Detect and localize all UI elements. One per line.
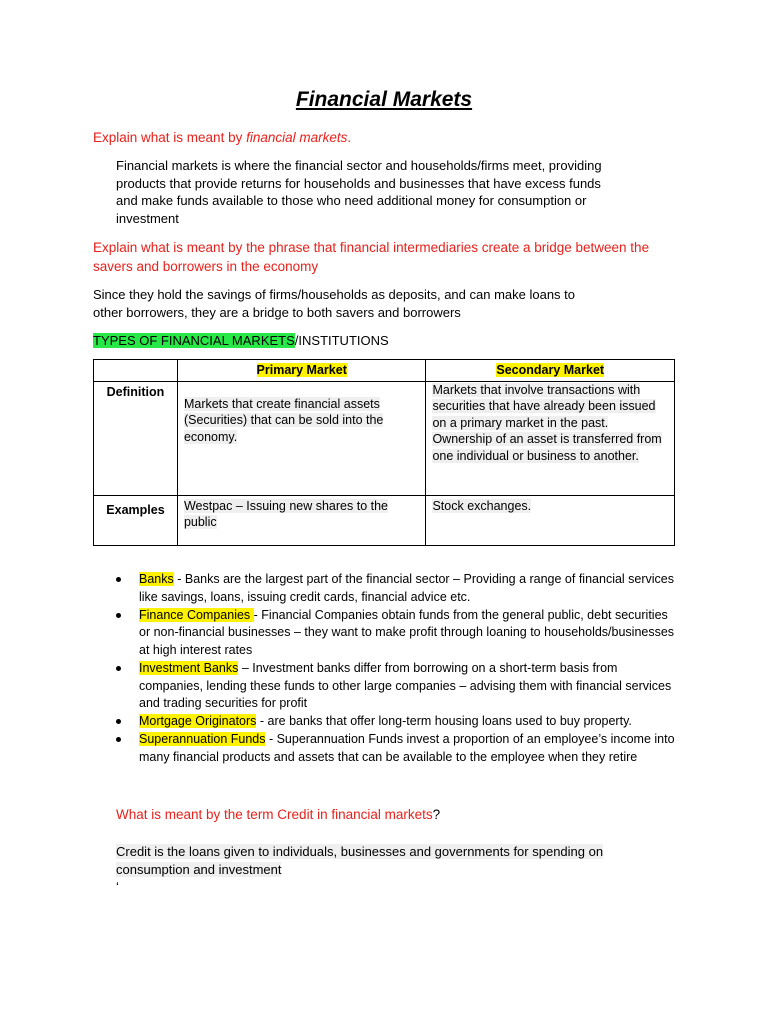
answer-credit: Credit is the loans given to individuals, businesses and governments for spending on consumption and investment	[116, 844, 604, 877]
bullet-icon	[116, 577, 121, 582]
row-label-definition: Definition	[94, 381, 178, 495]
list-item: Banks - Banks are the largest part of the financial sector – Providing a range of financial services like savings, loans, issuing credit cards, financial advice etc.	[116, 571, 676, 606]
stray-quote-mark: ‘	[116, 879, 119, 894]
header-primary-market: Primary Market	[177, 360, 426, 382]
list-item: Investment Banks – Investment banks differ from borrowing on a short-term basis from companies, lending these funds to other large companies – advising them with financial services and trading securities for profit	[116, 660, 676, 713]
page-title: Financial Markets	[295, 88, 473, 111]
bullet-icon	[116, 737, 121, 742]
secondary-definition: Markets that involve transactions with securities that have already been issued on a primary market in the past. Ownership of an asset is transferred from one individual or business to another.	[426, 381, 675, 495]
market-types-table	[93, 359, 675, 546]
question-bridge: Explain what is meant by the phrase that financial intermediaries create a bridge between the savers and borrowers in the economy	[93, 240, 650, 274]
answer-bridge: Since they hold the savings of firms/households as deposits, and can make loans to other borrowers, they are a bridge to both savers and borrowers	[93, 287, 576, 320]
table-row	[94, 495, 675, 545]
institutions-list	[116, 571, 676, 767]
row-label-examples: Examples	[94, 495, 178, 545]
table-header-row	[94, 360, 675, 382]
answer-financial-markets: Financial markets is where the financial sector and households/firms meet, providing products that provide returns for households and businesses that have excess funds and make funds available to those who need additional money for consumption or investment	[116, 158, 602, 226]
bullet-icon	[116, 719, 121, 724]
header-secondary-market: Secondary Market	[426, 360, 675, 382]
types-highlight: TYPES OF FINANCIAL MARKETS	[93, 333, 295, 348]
list-item: Finance Companies - Financial Companies obtain funds from the general public, debt securities or non-financial businesses – they want to make profit through loaning to households/businesses at high interest rates	[116, 607, 676, 660]
bullet-icon	[116, 666, 121, 671]
question-financial-markets: Explain what is meant by financial markets.	[93, 130, 352, 145]
types-heading: TYPES OF FINANCIAL MARKETS/INSTITUTIONS	[93, 333, 389, 348]
question-credit: What is meant by the term Credit in financial markets?	[116, 807, 441, 822]
primary-example: Westpac – Issuing new shares to the public	[177, 495, 426, 545]
list-item: Superannuation Funds - Superannuation Funds invest a proportion of an employee’s income into many financial products and assets that can be available to the employee when they retire	[116, 731, 676, 766]
primary-definition: Markets that create financial assets (Securities) that can be sold into the economy.	[177, 381, 426, 495]
bullet-icon	[116, 613, 121, 618]
question-emphasis: financial markets	[246, 130, 348, 145]
table-corner-cell	[94, 360, 178, 382]
list-item: Mortgage Originators - are banks that offer long-term housing loans used to buy property.	[116, 713, 676, 731]
table-row	[94, 381, 675, 495]
secondary-example: Stock exchanges.	[426, 495, 675, 545]
